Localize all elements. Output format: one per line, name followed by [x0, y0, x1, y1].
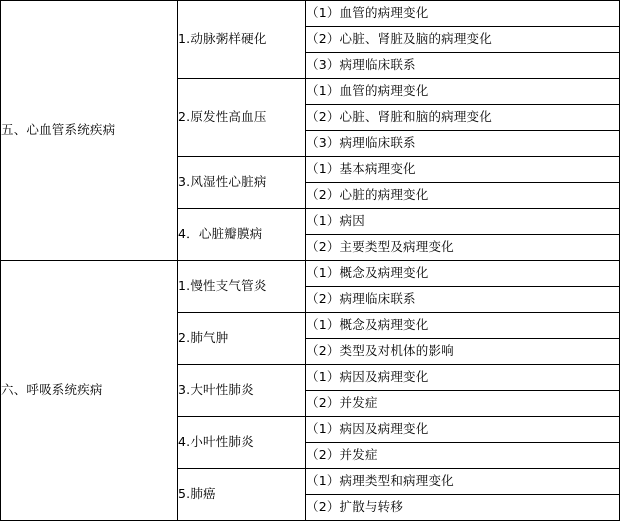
knowledge-point: （2）主要类型及病理变化 [306, 235, 620, 261]
knowledge-point: （2）心脏、肾脏及脑的病理变化 [306, 27, 620, 53]
section-label: 3.大叶性肺炎 [178, 365, 306, 417]
section-label: 4.小叶性肺炎 [178, 417, 306, 469]
knowledge-point: （2）并发症 [306, 391, 620, 417]
knowledge-point: （1）基本病理变化 [306, 157, 620, 183]
section-label: 1.慢性支气管炎 [178, 261, 306, 313]
knowledge-point: （1）概念及病理变化 [306, 313, 620, 339]
knowledge-point: （2）心脏的病理变化 [306, 183, 620, 209]
knowledge-point: （1）血管的病理变化 [306, 1, 620, 27]
section-label: 2.原发性高血压 [178, 79, 306, 157]
knowledge-point: （1）概念及病理变化 [306, 261, 620, 287]
knowledge-point: （3）病理临床联系 [306, 53, 620, 79]
chapter-label: 六、呼吸系统疾病 [1, 261, 178, 521]
table-row [1, 1, 620, 27]
knowledge-point: （2）并发症 [306, 443, 620, 469]
chapter-label: 五、心血管系统疾病 [1, 1, 178, 261]
knowledge-point: （2）病理临床联系 [306, 287, 620, 313]
knowledge-point: （2）类型及对机体的影响 [306, 339, 620, 365]
section-label: 1.动脉粥样硬化 [178, 1, 306, 79]
knowledge-point: （1）病因及病理变化 [306, 417, 620, 443]
knowledge-point: （1）病因及病理变化 [306, 365, 620, 391]
section-label: 3.风湿性心脏病 [178, 157, 306, 209]
table-row [1, 261, 620, 287]
knowledge-point: （1）病因 [306, 209, 620, 235]
knowledge-point: （1）血管的病理变化 [306, 79, 620, 105]
section-label: 5.肺癌 [178, 469, 306, 521]
knowledge-point: （2）扩散与转移 [306, 495, 620, 521]
syllabus-table-body [1, 1, 620, 521]
knowledge-point: （1）病理类型和病理变化 [306, 469, 620, 495]
section-label: 2.肺气肿 [178, 313, 306, 365]
knowledge-point: （2）心脏、肾脏和脑的病理变化 [306, 105, 620, 131]
knowledge-point: （3）病理临床联系 [306, 131, 620, 157]
section-label: 4．心脏瓣膜病 [178, 209, 306, 261]
